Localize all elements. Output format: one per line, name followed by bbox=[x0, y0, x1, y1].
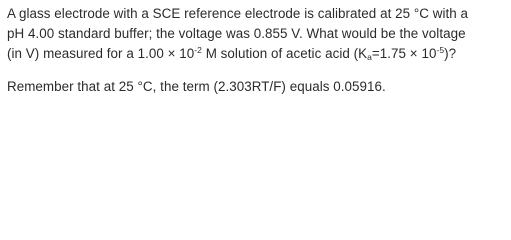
ka-subscript: a bbox=[367, 52, 372, 62]
ka-exponent: -5 bbox=[436, 45, 445, 55]
question-text bbox=[7, 4, 507, 97]
question-line-3-part-2: M solution of acetic acid (K bbox=[201, 46, 368, 61]
question-line-3-part-1: (in V) measured for a 1.00 × 10 bbox=[7, 46, 195, 61]
concentration-exponent: -2 bbox=[194, 45, 202, 55]
reminder-text: Remember that at 25 °C, the term (2.303RT/F) equals 0.05916. bbox=[7, 79, 386, 94]
question-line-3-part-4: )? bbox=[444, 46, 457, 61]
question-line-3 bbox=[7, 44, 507, 64]
question-line-3-part-3: =1.75 × 10 bbox=[371, 46, 437, 61]
question-line-2: pH 4.00 standard buffer; the voltage was 0.855 V. What would be the voltage bbox=[7, 26, 466, 41]
question-line-1: A glass electrode with a SCE reference electrode is calibrated at 25 °C with a bbox=[7, 6, 469, 21]
